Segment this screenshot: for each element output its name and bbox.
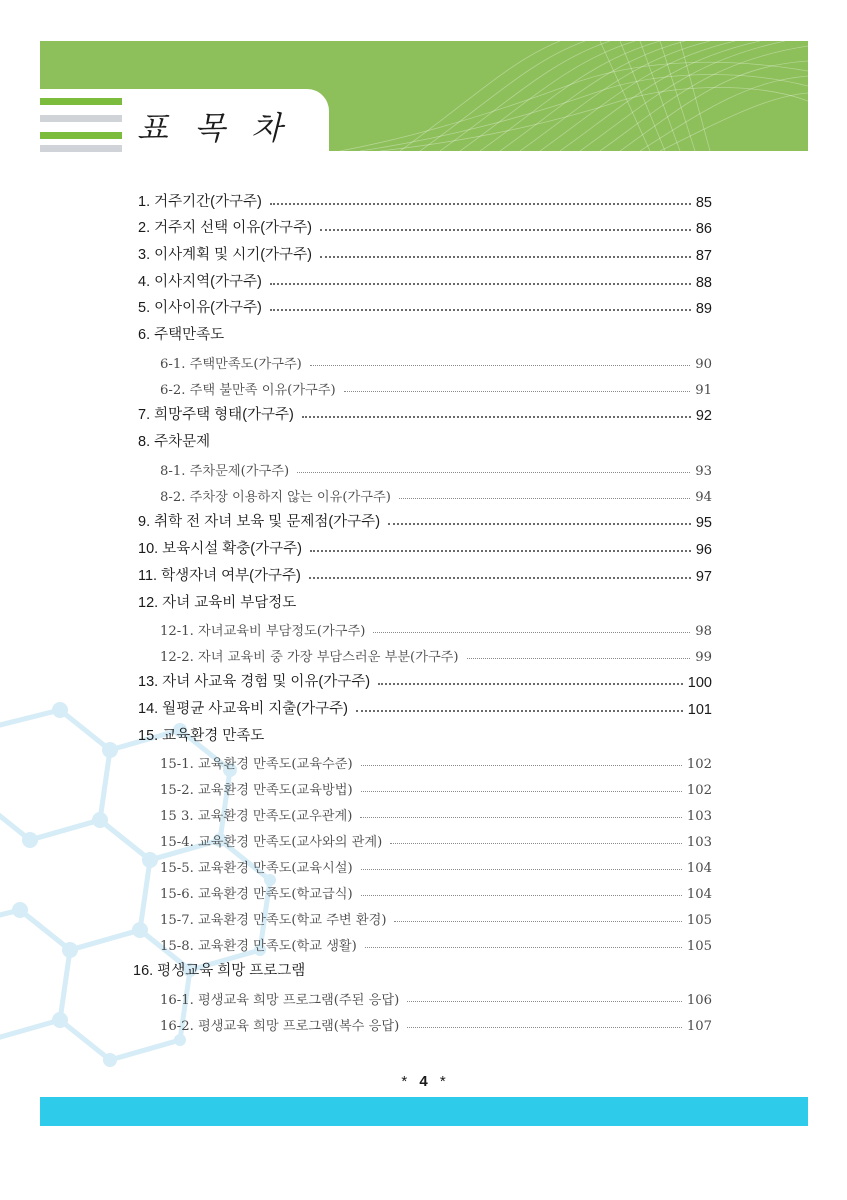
toc-label: 16. 평생교육 희망 프로그램 <box>133 963 306 979</box>
toc-label: 8-1. 주차문제(가구주) <box>160 464 290 479</box>
toc-label: 15-7. 교육환경 만족도(학교 주변 환경) <box>160 913 387 928</box>
toc-page: 93 <box>695 464 712 479</box>
stripe-decoration <box>40 98 122 105</box>
leader-dots <box>390 843 682 844</box>
leader-dots <box>297 472 690 473</box>
toc-label: 13. 자녀 사교육 경험 및 이유(가구주) <box>138 674 371 690</box>
toc-section-heading[interactable] <box>138 322 224 344</box>
leader-dots <box>309 577 691 579</box>
leader-dots <box>378 683 683 685</box>
toc-label: 3. 이사계획 및 시기(가구주) <box>138 247 312 263</box>
toc-page: 97 <box>695 569 712 585</box>
leader-dots <box>365 947 682 948</box>
leader-dots <box>399 498 690 499</box>
leader-dots <box>360 817 681 818</box>
toc-page: 104 <box>686 861 712 876</box>
page-marker-right: * <box>439 1073 446 1090</box>
toc-label: 15-8. 교육환경 만족도(학교 생활) <box>160 939 357 954</box>
toc-label: 15-5. 교육환경 만족도(교육시설) <box>160 861 353 876</box>
toc-label: 1. 거주기간(가구주) <box>138 194 262 210</box>
toc-page: 90 <box>695 357 712 372</box>
toc-label: 12-1. 자녀교육비 부담정도(가구주) <box>160 624 366 639</box>
leader-dots <box>361 765 682 766</box>
toc-page: 94 <box>695 490 712 505</box>
toc-page: 86 <box>695 221 712 237</box>
leader-dots <box>361 791 682 792</box>
toc-label: 14. 월평균 사교육비 지출(가구주) <box>138 701 348 717</box>
toc-page: 100 <box>687 675 712 691</box>
page-title: 표 목 차 <box>137 109 291 147</box>
toc-row[interactable] <box>138 536 712 558</box>
toc-label: 8. 주차문제 <box>138 434 211 450</box>
toc-label: 15. 교육환경 만족도 <box>138 728 265 744</box>
toc-page: 105 <box>686 939 712 954</box>
toc-label: 4. 이사지역(가구주) <box>138 274 262 290</box>
toc-label: 2. 거주지 선택 이유(가구주) <box>138 220 312 236</box>
toc-page: 95 <box>695 515 712 531</box>
toc-row[interactable] <box>138 563 712 585</box>
toc-label: 7. 희망주택 형태(가구주) <box>138 407 294 423</box>
toc-page: 102 <box>686 757 712 772</box>
toc-label: 11. 학생자녀 여부(가구주) <box>138 568 301 584</box>
toc-label: 15-4. 교육환경 만족도(교사와의 관계) <box>160 835 383 850</box>
leader-dots <box>361 895 682 896</box>
footer-bar <box>40 1097 808 1126</box>
leader-dots <box>467 658 691 659</box>
toc-row[interactable] <box>138 696 712 718</box>
toc-page: 91 <box>695 383 712 398</box>
leader-dots <box>356 710 683 712</box>
toc-page: 96 <box>695 542 712 558</box>
toc-page: 87 <box>695 248 712 264</box>
leader-dots <box>320 229 691 231</box>
header-banner <box>40 41 808 151</box>
leader-dots <box>388 523 691 525</box>
toc-page: 102 <box>686 783 712 798</box>
toc-label: 8-2. 주차장 이용하지 않는 이유(가구주) <box>160 490 391 505</box>
stripe-decoration <box>40 145 122 152</box>
toc-label: 5. 이사이유(가구주) <box>138 300 262 316</box>
toc-subrow[interactable] <box>160 906 712 928</box>
toc-section-heading[interactable] <box>138 429 210 451</box>
toc-label: 6-2. 주택 불만족 이유(가구주) <box>160 383 336 398</box>
toc-subrow[interactable] <box>160 457 712 479</box>
toc-subrow[interactable] <box>160 376 712 398</box>
toc-subrow[interactable] <box>160 643 712 665</box>
toc-label: 12-2. 자녀 교육비 중 가장 부담스러운 부분(가구주) <box>160 650 459 665</box>
toc-subrow[interactable] <box>160 1012 712 1034</box>
toc-subrow[interactable] <box>160 802 712 824</box>
stripe-decoration <box>40 132 122 139</box>
toc-row[interactable] <box>138 189 712 211</box>
leader-dots <box>344 391 691 392</box>
toc-label: 6-1. 주택만족도(가구주) <box>160 357 302 372</box>
toc-page: 89 <box>695 301 712 317</box>
toc-subrow[interactable] <box>160 828 712 850</box>
toc-page: 103 <box>686 835 712 850</box>
toc-subrow[interactable] <box>160 483 712 505</box>
toc-page: 104 <box>686 887 712 902</box>
toc-subrow[interactable] <box>160 854 712 876</box>
toc-page: 92 <box>695 408 712 424</box>
toc-subrow[interactable] <box>160 880 712 902</box>
toc-label: 15-1. 교육환경 만족도(교육수준) <box>160 757 353 772</box>
toc-row[interactable] <box>138 509 712 531</box>
toc-label: 15-6. 교육환경 만족도(학교급식) <box>160 887 353 902</box>
leader-dots <box>310 365 690 366</box>
toc-page: 103 <box>686 809 712 824</box>
stripe-decoration <box>40 115 122 122</box>
toc-subrow[interactable] <box>160 776 712 798</box>
leader-dots <box>361 869 682 870</box>
leader-dots <box>310 550 691 552</box>
toc-subrow[interactable] <box>160 932 712 954</box>
toc-subrow[interactable] <box>160 617 712 639</box>
leader-dots <box>302 416 691 418</box>
toc-label: 12. 자녀 교육비 부담정도 <box>138 595 297 611</box>
toc-subrow[interactable] <box>160 750 712 772</box>
page-number-value: 4 <box>419 1073 428 1090</box>
toc-subrow[interactable] <box>160 350 712 372</box>
toc-label: 10. 보육시설 확충(가구주) <box>138 541 302 557</box>
toc-section-heading[interactable] <box>138 723 264 745</box>
toc-page: 88 <box>695 275 712 291</box>
toc-page: 99 <box>695 650 712 665</box>
toc-row[interactable] <box>138 295 712 317</box>
toc-label: 16-2. 평생교육 희망 프로그램(복수 응답) <box>160 1019 400 1034</box>
toc-label: 9. 취학 전 자녀 보육 및 문제점(가구주) <box>138 514 381 530</box>
leader-dots <box>270 309 691 311</box>
toc-page: 105 <box>686 913 712 928</box>
toc-label: 15-2. 교육환경 만족도(교육방법) <box>160 783 353 798</box>
toc-label: 16-1. 평생교육 희망 프로그램(주된 응답) <box>160 993 400 1008</box>
leader-dots <box>270 203 691 205</box>
leader-dots <box>373 632 690 633</box>
toc-page: 106 <box>686 993 712 1008</box>
toc-page: 98 <box>695 624 712 639</box>
toc-subrow[interactable] <box>160 986 712 1008</box>
toc-section-heading[interactable] <box>138 590 296 612</box>
leader-dots <box>270 283 691 285</box>
toc-section-heading[interactable] <box>133 958 305 980</box>
leader-dots <box>394 921 681 922</box>
toc-page: 107 <box>686 1019 712 1034</box>
toc-page: 85 <box>695 195 712 211</box>
leader-dots <box>320 256 691 258</box>
toc-row[interactable] <box>138 669 712 691</box>
page-marker-left: * <box>401 1073 408 1090</box>
toc-page: 101 <box>687 702 712 718</box>
toc-row[interactable] <box>138 242 712 264</box>
page-number <box>0 1073 847 1090</box>
leader-dots <box>407 1027 682 1028</box>
toc-label: 6. 주택만족도 <box>138 327 225 343</box>
leader-dots <box>407 1001 682 1002</box>
toc-row[interactable] <box>138 269 712 291</box>
toc-row[interactable] <box>138 402 712 424</box>
toc-label: 15 3. 교육환경 만족도(교우관계) <box>160 809 353 824</box>
toc-row[interactable] <box>138 215 712 237</box>
